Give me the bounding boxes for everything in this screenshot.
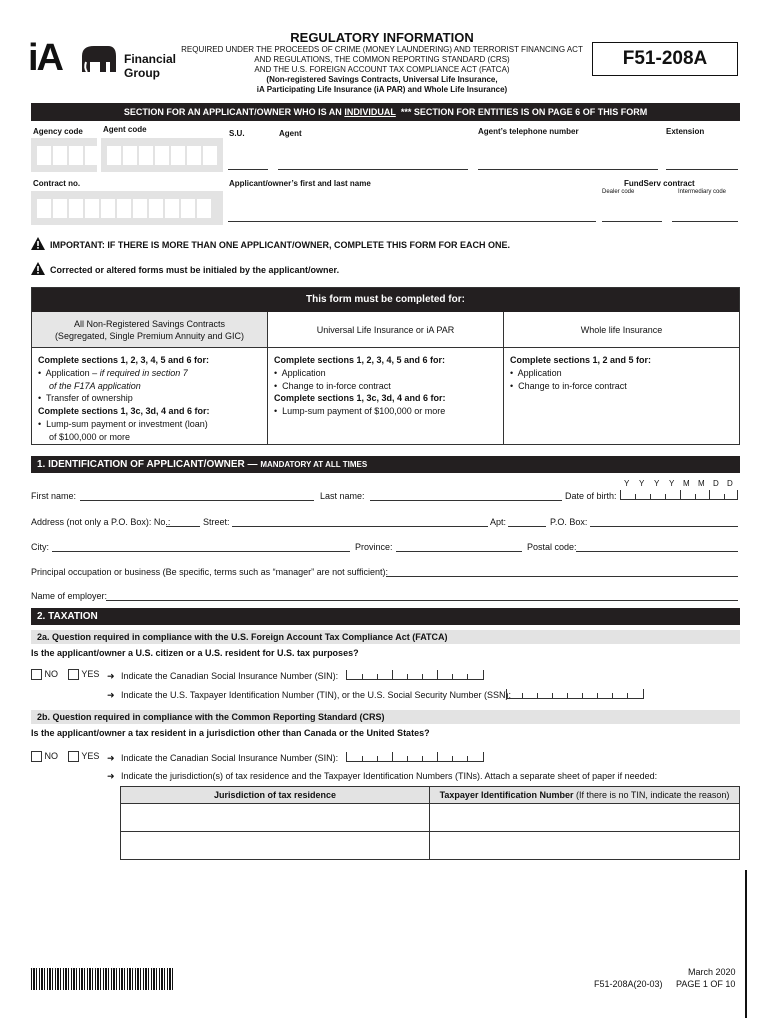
section-bar-prefix: SECTION FOR AN APPLICANT/OWNER WHO IS AN — [123, 107, 345, 117]
logo-line2: Group — [124, 66, 160, 80]
col2-line: Complete sections 1, 2, 3, 4, 5 and 6 for: — [274, 355, 446, 365]
crs-sin-label: Indicate the Canadian Social Insurance Number (SIN): — [121, 753, 339, 763]
fatca-yes-option[interactable]: YES — [68, 669, 99, 680]
first-name-input[interactable] — [80, 500, 314, 501]
province-input[interactable] — [396, 551, 522, 552]
jurisdiction-cell-2[interactable] — [121, 832, 430, 859]
crs-sin-input[interactable] — [346, 752, 484, 762]
subtitle-line: (Non-registered Savings Contracts, Universal Life Insurance, — [266, 75, 498, 84]
dob-input[interactable] — [620, 490, 738, 500]
col2-line: • Application — [274, 367, 326, 378]
agent-phone-input[interactable] — [478, 169, 658, 170]
tax-residence-table — [120, 786, 740, 860]
dob-label: Date of birth: — [565, 491, 617, 501]
checkbox[interactable] — [31, 669, 42, 680]
last-name-label: Last name: — [320, 491, 365, 501]
question-2b-title: 2b. Question required in compliance with the Common Reporting Standard (CRS) — [31, 710, 740, 724]
crs-yes-option[interactable]: YES — [68, 751, 99, 762]
postal-code-input[interactable] — [576, 551, 738, 552]
postal-code-label: Postal code: — [527, 542, 577, 552]
checkbox[interactable] — [68, 669, 79, 680]
crs-no-option[interactable]: NO — [31, 751, 58, 762]
table-header-line: Whole life Insurance — [580, 325, 663, 335]
fatca-sin-input[interactable] — [346, 670, 484, 680]
logo-mark: iA — [28, 37, 62, 79]
table-body-col2 — [268, 348, 504, 444]
po-box-label: P.O. Box: — [550, 517, 588, 527]
warning-icon — [31, 237, 45, 250]
jurisdiction-cell-1[interactable] — [121, 804, 430, 832]
subtitle-line: AND REGULATIONS, THE COMMON REPORTING STANDARD (CRS) — [254, 55, 510, 64]
header-subtitle — [180, 45, 584, 95]
subtitle-line: iA Participating Life Insurance (iA PAR) and Whole Life Insurance) — [256, 85, 508, 94]
col2-line: • Change to in-force contract — [274, 380, 391, 391]
col1-line: of the F17A application — [49, 380, 141, 391]
section-bar-individual — [31, 103, 740, 121]
col1-line: of $100,000 or more — [49, 431, 131, 442]
section-bar-underlined: INDIVIDUAL — [344, 107, 396, 117]
employer-input[interactable] — [106, 600, 738, 601]
agent-code-label: Agent code — [103, 125, 147, 134]
table-body-col3 — [504, 348, 739, 444]
subtitle-line: REQUIRED UNDER THE PROCEEDS OF CRIME (MONEY LAUNDERING) AND TERRORIST FINANCING ACT — [181, 45, 583, 54]
section1-title-suffix: MANDATORY AT ALL TIMES — [260, 460, 368, 469]
question-2b-text: Is the applicant/owner a tax resident in a jurisdiction other than Canada or the United States? — [31, 728, 430, 738]
po-box-input[interactable] — [590, 526, 738, 527]
section1-header — [31, 456, 740, 473]
tin-cell-2[interactable] — [430, 832, 739, 859]
checkbox[interactable] — [68, 751, 79, 762]
fatca-sin-label: Indicate the Canadian Social Insurance Number (SIN): — [121, 671, 339, 681]
col2-line: Complete sections 1, 3c, 3d, 4 and 6 for: — [274, 393, 446, 404]
occupation-label: Principal occupation or business (Be specific, terms such as “manager” are not sufficient): — [31, 567, 388, 577]
extension-label: Extension — [666, 127, 705, 136]
completion-table — [31, 287, 740, 445]
elephant-icon — [78, 42, 118, 76]
su-label: S.U. — [229, 129, 245, 138]
col1-line: Complete sections 1, 2, 3, 4, 5 and 6 for: — [38, 355, 210, 365]
arrow-icon: ➜ — [107, 671, 115, 681]
intermediary-code-label: Intermediary code — [678, 189, 727, 195]
warning-icon — [31, 262, 45, 275]
table-header-line: (Segregated, Single Premium Annuity and GIC) — [54, 331, 245, 341]
footer-page: PAGE 1 OF 10 — [676, 979, 736, 989]
table-body-col1 — [32, 348, 268, 444]
agent-label: Agent — [279, 129, 302, 138]
col3-line: • Application — [510, 367, 562, 378]
agent-code-field[interactable] — [101, 138, 223, 172]
extension-input[interactable] — [666, 169, 738, 170]
col1-line: • Application – if required in section 7 — [38, 367, 188, 378]
col3-line: • Change to in-force contract — [510, 380, 627, 391]
margin-line — [745, 870, 747, 1018]
su-input[interactable] — [228, 169, 268, 170]
street-label: Street: — [203, 517, 230, 527]
checkbox[interactable] — [31, 751, 42, 762]
apt-label: Apt: — [490, 517, 507, 527]
fatca-tin-label: Indicate the U.S. Taxpayer Identification Number (TIN), or the U.S. Social Security Number (SSN): — [121, 690, 511, 700]
col1-line: Complete sections 1, 3c, 3d, 4 and 6 for: — [38, 406, 210, 417]
city-label: City: — [31, 542, 49, 552]
contract-no-label: Contract no. — [33, 179, 81, 188]
table-header-line: Universal Life Insurance or iA PAR — [316, 325, 455, 335]
table-col-tin: Taxpayer Identification Number (If there is no TIN, indicate the reason) — [430, 787, 739, 804]
table-header-col1 — [32, 312, 268, 348]
arrow-icon: ➜ — [107, 753, 115, 763]
applicant-name-label: Applicant/owner’s first and last name — [229, 179, 371, 188]
arrow-icon: ➜ — [107, 690, 115, 700]
agent-phone-label: Agent’s telephone number — [478, 127, 579, 136]
section-bar-suffix: *** SECTION FOR ENTITIES IS ON PAGE 6 OF THIS FORM — [400, 107, 648, 117]
dealer-code-input[interactable] — [602, 221, 662, 222]
form-code-box: F51-208A — [592, 42, 738, 76]
table-header-line: All Non-Registered Savings Contracts — [73, 319, 226, 329]
last-name-input[interactable] — [370, 500, 562, 501]
apt-input[interactable] — [508, 526, 546, 527]
col1-line: • Lump-sum payment or investment (loan) — [38, 418, 208, 429]
city-input[interactable] — [52, 551, 350, 552]
barcode — [31, 968, 175, 990]
occupation-input[interactable] — [386, 576, 738, 577]
table-header-col3 — [504, 312, 739, 348]
question-2a-title: 2a. Question required in compliance with the U.S. Foreign Account Tax Compliance Act (FATCA) — [31, 630, 740, 644]
address-no-input[interactable] — [166, 526, 200, 527]
corrected-notice: Corrected or altered forms must be initialed by the applicant/owner. — [50, 265, 340, 275]
logo-line1: Financial — [124, 52, 177, 66]
intermediary-code-input[interactable] — [672, 221, 738, 222]
table-header-col2 — [268, 312, 504, 348]
agency-code-label: Agency code — [33, 127, 83, 136]
tin-cell-1[interactable] — [430, 804, 739, 832]
first-name-label: First name: — [31, 491, 77, 501]
col1-line: • Transfer of ownership — [38, 393, 133, 404]
dealer-code-label: Dealer code — [602, 189, 635, 195]
arrow-icon: ➜ — [107, 771, 115, 781]
col2-line: • Lump-sum payment of $100,000 or more — [274, 406, 446, 417]
section2-header: 2. TAXATION — [31, 608, 740, 625]
province-label: Province: — [355, 542, 393, 552]
jurisdiction-prompt: Indicate the jurisdiction(s) of tax residence and the Taxpayer Identification Numbers (TINs). Attach a separate sheet of paper if needed: — [121, 771, 658, 781]
contract-no-field[interactable] — [31, 191, 223, 225]
street-input[interactable] — [232, 526, 488, 527]
fatca-tin-input[interactable] — [506, 689, 644, 699]
col3-line: Complete sections 1, 2 and 5 for: — [510, 355, 652, 365]
footer-date: March 2020 — [688, 967, 736, 977]
employer-label: Name of employer: — [31, 591, 108, 601]
table-col-jurisdiction: Jurisdiction of tax residence — [121, 787, 430, 804]
page-title: REGULATORY INFORMATION — [290, 30, 474, 45]
address-no-label: Address (not only a P.O. Box): No.: — [31, 517, 171, 527]
fatca-no-option[interactable]: NO — [31, 669, 58, 680]
footer-form-ref: F51-208A(20-03) — [594, 979, 663, 989]
completion-table-title: This form must be completed for: — [32, 288, 739, 312]
company-logo — [28, 37, 188, 84]
section1-title: 1. IDENTIFICATION OF APPLICANT/OWNER — — [37, 459, 261, 470]
question-2a-text: Is the applicant/owner a U.S. citizen or a U.S. resident for U.S. tax purposes? — [31, 648, 359, 658]
subtitle-line: AND THE U.S. FOREIGN ACCOUNT TAX COMPLIANCE ACT (FATCA) — [254, 65, 510, 74]
agent-input[interactable] — [278, 169, 468, 170]
agency-code-field[interactable] — [31, 138, 97, 172]
fundserv-label: FundServ contract — [624, 179, 695, 188]
applicant-name-input[interactable] — [228, 221, 596, 222]
important-notice: IMPORTANT: IF THERE IS MORE THAN ONE APPLICANT/OWNER, COMPLETE THIS FORM FOR EACH ONE. — [50, 240, 510, 250]
